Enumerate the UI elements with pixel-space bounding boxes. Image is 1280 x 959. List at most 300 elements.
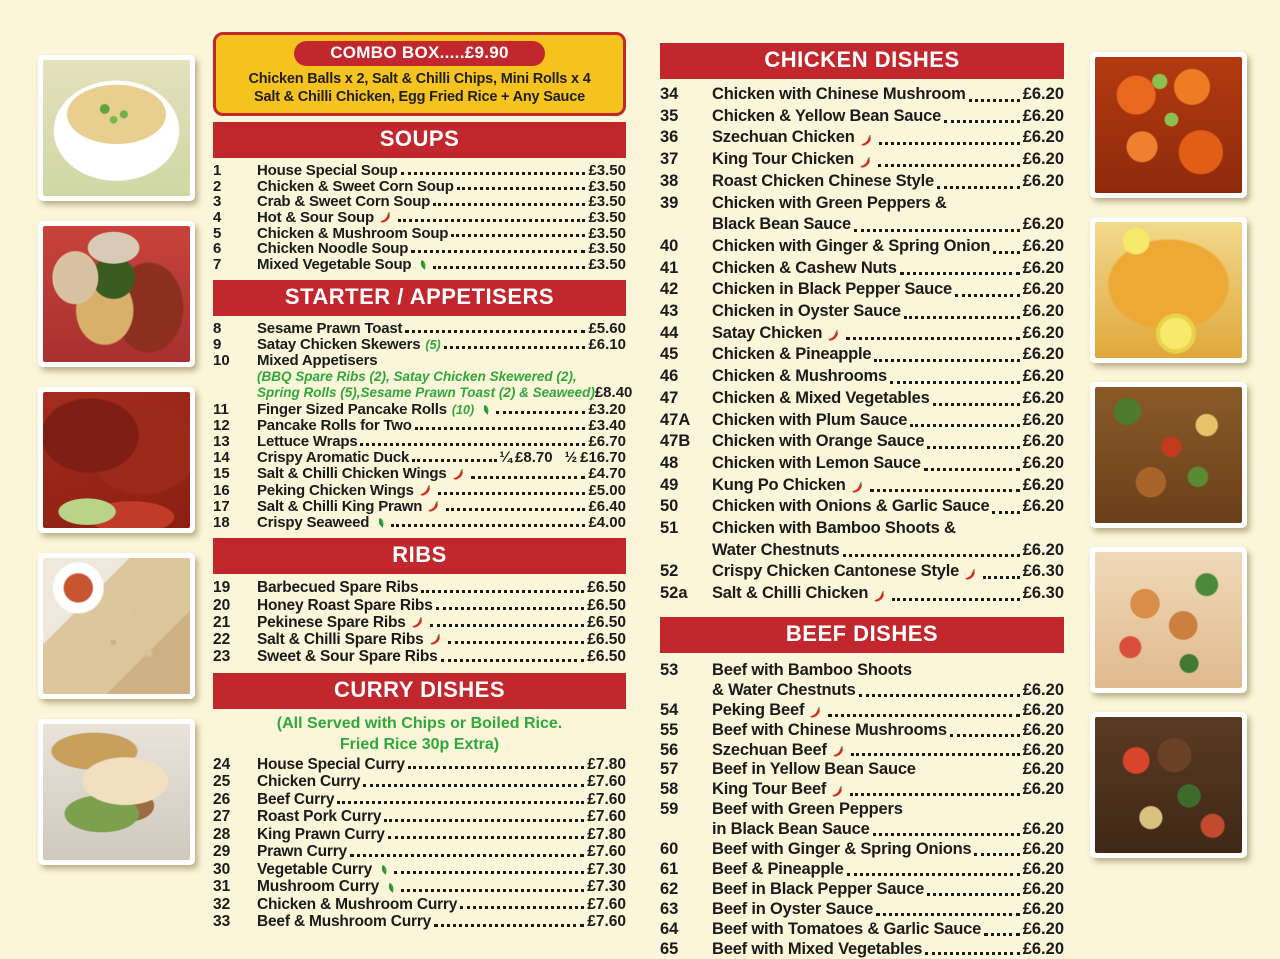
chicken-sweetcorn-soup-photo xyxy=(38,55,195,201)
menu-item xyxy=(660,741,1064,761)
item-name: Chicken & Cashew Nuts xyxy=(712,258,897,277)
item-name: Salt & Chilli Chicken Wings xyxy=(257,465,447,483)
left-sections xyxy=(213,122,633,931)
item-price: £6.20 xyxy=(1022,302,1064,321)
item-name: Beef with Ginger & Spring Onions xyxy=(712,840,972,859)
item-description-text: Spring Rolls (5),Sesame Prawn Toast (2) & Seaweed) xyxy=(257,385,595,401)
item-price: £3.50 xyxy=(588,193,626,211)
section-header: RIBS xyxy=(213,538,626,574)
item-number: 45 xyxy=(660,345,679,364)
item-price: £3.40 xyxy=(588,416,626,434)
price-leader-dots xyxy=(471,476,586,479)
chilli-icon xyxy=(831,744,846,759)
price-leader-dots xyxy=(350,854,584,857)
item-number: 21 xyxy=(213,613,231,631)
item-number: 13 xyxy=(213,432,230,450)
item-number: 15 xyxy=(213,465,230,483)
item-name: King Prawn Curry xyxy=(257,825,385,843)
item-price: £7.60 xyxy=(587,773,626,791)
price-leader-dots xyxy=(983,576,1020,579)
price-leader-dots xyxy=(969,99,1020,102)
price-leader-dots xyxy=(388,836,584,839)
price-leader-dots xyxy=(430,624,585,627)
menu-item xyxy=(660,149,1064,171)
item-price: £6.20 xyxy=(1022,258,1064,277)
item-number: 48 xyxy=(660,453,679,472)
price-leader-dots xyxy=(937,186,1020,189)
menu-item xyxy=(660,940,1064,959)
item-name: Beef in Oyster Sauce xyxy=(712,899,874,918)
item-number: 57 xyxy=(660,760,679,779)
item-number: 62 xyxy=(660,879,679,898)
menu-item xyxy=(660,323,1064,345)
item-name: Szechuan Beef xyxy=(712,740,827,759)
item-price: £6.20 xyxy=(1022,171,1064,190)
item-name: Szechuan Chicken xyxy=(712,128,855,147)
item-number: 14 xyxy=(213,449,230,467)
item-number: 46 xyxy=(660,367,679,386)
item-number: 24 xyxy=(213,755,231,773)
menu-item xyxy=(213,808,626,826)
item-name: Salt & Chilli King Prawn xyxy=(257,497,423,515)
chilli-icon xyxy=(808,705,823,720)
menu-item xyxy=(213,483,626,499)
price-leader-dots xyxy=(401,889,584,892)
item-number: 19 xyxy=(213,579,231,597)
item-quantity: (10) xyxy=(451,402,475,417)
menu-item xyxy=(213,434,626,450)
item-name: Mixed Vegetable Soup xyxy=(257,255,412,273)
section-ribs xyxy=(213,538,626,665)
price-leader-dots xyxy=(433,266,585,269)
item-price: £6.50 xyxy=(587,648,626,666)
menu-item xyxy=(660,760,1064,780)
item-number: 5 xyxy=(213,224,222,242)
item-name: Chicken & Mixed Vegetables xyxy=(712,388,930,407)
menu-item-continued xyxy=(660,540,1064,562)
item-price: £5.00 xyxy=(588,481,626,499)
sweet-and-sour-king-prawns-photo xyxy=(1090,52,1247,198)
item-price: £7.60 xyxy=(587,790,626,808)
item-number: 10 xyxy=(213,351,230,369)
item-name: Chicken with Orange Sauce xyxy=(712,432,925,451)
chilli-icon xyxy=(963,567,978,582)
item-number: 54 xyxy=(660,700,679,719)
item-price: £6.20 xyxy=(1022,388,1064,407)
price-leader-dots xyxy=(828,714,1019,717)
item-number: 65 xyxy=(660,939,679,958)
chilli-icon xyxy=(850,480,865,495)
item-name: Mixed Appetisers xyxy=(257,351,378,369)
price-leader-dots xyxy=(950,734,1020,737)
menu-item xyxy=(213,773,626,791)
item-name: Crispy Aromatic Duck xyxy=(257,449,410,467)
combo-box-title: COMBO BOX.....£9.90 xyxy=(294,41,544,66)
chilli-icon xyxy=(830,784,845,799)
item-price: £6.10 xyxy=(588,335,626,353)
item-number: 1 xyxy=(213,162,222,179)
menu-item xyxy=(660,84,1064,106)
price-leader-dots xyxy=(384,819,584,822)
item-description-text: (BBQ Spare Ribs (2), Satay Chicken Skewered (2), xyxy=(257,369,577,385)
chilli-icon xyxy=(426,499,441,514)
item-name: Chicken & Pineapple xyxy=(712,345,872,364)
menu-item xyxy=(660,106,1064,128)
item-price: £6.20 xyxy=(1022,106,1064,125)
item-price: £6.20 xyxy=(1022,453,1064,472)
item-name-line2: & Water Chestnuts xyxy=(712,680,856,699)
chilli-icon xyxy=(410,615,425,630)
item-number: 4 xyxy=(213,209,222,227)
item-name: Honey Roast Spare Ribs xyxy=(257,596,433,614)
item-price: £6.20 xyxy=(1022,280,1064,299)
chicken-sweetcorn-soup-photo-image xyxy=(43,60,190,196)
item-price: £6.20 xyxy=(1022,215,1064,234)
leaf-icon xyxy=(373,516,386,530)
item-name: Chicken with Ginger & Spring Onion xyxy=(712,236,991,255)
item-price: £4.70 xyxy=(588,465,626,483)
price-leader-dots xyxy=(436,607,585,610)
section-header: SOUPS xyxy=(213,122,626,158)
price-leader-dots xyxy=(873,833,1020,836)
price-leader-dots xyxy=(900,272,1020,275)
item-name: House Special Soup xyxy=(257,162,398,179)
item-number: 43 xyxy=(660,302,679,321)
chilli-icon xyxy=(859,133,874,148)
item-price: £6.20 xyxy=(1022,780,1064,799)
lemon-chicken-photo-image xyxy=(1095,222,1242,358)
item-price: £6.20 xyxy=(1022,540,1064,559)
item-name: Beef with Mixed Vegetables xyxy=(712,939,923,958)
price-leader-dots xyxy=(878,164,1020,167)
item-number: 39 xyxy=(660,193,679,212)
chilli-icon xyxy=(378,210,393,225)
menu-item xyxy=(660,388,1064,410)
item-price: £7.60 xyxy=(587,808,626,826)
item-price: £6.20 xyxy=(1022,345,1064,364)
item-price: £6.20 xyxy=(1022,859,1064,878)
chilli-icon xyxy=(826,328,841,343)
item-name: Sesame Prawn Toast xyxy=(257,319,403,337)
menu-item xyxy=(660,344,1064,366)
item-number: 32 xyxy=(213,895,231,913)
item-name-line2: Water Chestnuts xyxy=(712,540,840,559)
item-number: 51 xyxy=(660,519,679,538)
price-leader-dots xyxy=(904,316,1020,319)
item-number: 29 xyxy=(213,843,231,861)
item-name: Chicken & Yellow Bean Sauce xyxy=(712,106,942,125)
menu-item xyxy=(660,453,1064,475)
item-number: 16 xyxy=(213,481,230,499)
menu-item xyxy=(660,561,1064,583)
menu-item xyxy=(660,366,1064,388)
item-price: £6.20 xyxy=(1022,475,1064,494)
price-leader-dots xyxy=(955,294,1020,297)
item-price: £8.40 xyxy=(594,384,633,402)
menu-item xyxy=(660,800,1064,820)
mixed-appetisers-platter-photo-image xyxy=(43,226,190,362)
item-name: King Tour Chicken xyxy=(712,150,855,169)
price-leader-dots xyxy=(444,346,586,349)
combo-box-line: Chicken Balls x 2, Salt & Chilli Chips, Mini Rolls x 4 xyxy=(248,71,591,87)
price-leader-dots xyxy=(854,229,1020,232)
item-name-line2: in Black Bean Sauce xyxy=(712,820,870,839)
right-sections xyxy=(660,43,1064,959)
item-price: £6.20 xyxy=(1022,367,1064,386)
menu-item xyxy=(213,321,626,337)
menu-item xyxy=(660,431,1064,453)
menu-item xyxy=(660,701,1064,721)
item-number: 64 xyxy=(660,919,679,938)
item-price: £6.20 xyxy=(1022,919,1064,938)
chilli-icon xyxy=(428,632,443,647)
menu-item xyxy=(213,843,626,861)
menu-item xyxy=(660,258,1064,280)
price-leader-dots xyxy=(363,784,584,787)
item-name: Chicken with Lemon Sauce xyxy=(712,453,921,472)
item-name: Beef with Tomatoes & Garlic Sauce xyxy=(712,919,982,938)
menu-item-continued xyxy=(660,681,1064,701)
item-price: £3.50 xyxy=(588,255,626,273)
chilli-icon xyxy=(858,155,873,170)
menu-item xyxy=(213,163,626,179)
sesame-prawn-toast-photo-image xyxy=(43,558,190,694)
menu-item xyxy=(660,721,1064,741)
item-name: Prawn Curry xyxy=(257,843,347,861)
menu-item xyxy=(660,279,1064,301)
item-name: Chicken with Plum Sauce xyxy=(712,410,908,429)
item-name: Chicken with Onions & Garlic Sauce xyxy=(712,497,990,516)
portion-label: ½ xyxy=(564,449,578,467)
price-leader-dots xyxy=(925,952,1019,955)
item-price: £7.80 xyxy=(587,825,626,843)
item-number: 31 xyxy=(213,878,231,896)
item-number: 12 xyxy=(213,416,230,434)
price-leader-dots xyxy=(405,330,585,333)
price-leader-dots xyxy=(451,234,585,237)
menu-item xyxy=(213,896,626,914)
item-price: £7.60 xyxy=(587,843,626,861)
item-number: 55 xyxy=(660,720,679,739)
item-number: 20 xyxy=(213,596,231,614)
item-name: Salt & Chilli Chicken xyxy=(712,584,869,603)
item-price: £5.60 xyxy=(588,319,626,337)
item-name: Finger Sized Pancake Rolls xyxy=(257,400,447,418)
price-leader-dots xyxy=(360,443,585,446)
item-number: 42 xyxy=(660,280,679,299)
menu-item xyxy=(213,631,626,648)
item-price: £6.30 xyxy=(1022,562,1064,581)
mixed-appetisers-platter-photo xyxy=(38,221,195,367)
item-number: 41 xyxy=(660,258,679,277)
item-number: 9 xyxy=(213,335,222,353)
price-leader-dots xyxy=(496,411,585,414)
item-price: £6.20 xyxy=(1022,410,1064,429)
menu-item xyxy=(213,499,626,515)
price-leader-dots xyxy=(394,871,584,874)
menu-item xyxy=(213,337,626,353)
price-leader-dots xyxy=(398,219,585,222)
item-number: 8 xyxy=(213,319,222,337)
item-price: £6.20 xyxy=(1022,323,1064,342)
leaf-icon xyxy=(376,863,389,877)
item-price: £6.20 xyxy=(1022,85,1064,103)
menu-item xyxy=(660,301,1064,323)
price-leader-dots xyxy=(924,468,1020,471)
item-number: 11 xyxy=(213,400,229,418)
item-price: £6.20 xyxy=(1022,760,1064,779)
item-name: Beef with Chinese Mushrooms xyxy=(712,720,947,739)
price-leader-dots xyxy=(850,793,1019,796)
item-number: 30 xyxy=(213,860,231,878)
item-price: £6.20 xyxy=(1022,128,1064,147)
price-leader-dots xyxy=(433,203,585,206)
price-leader-dots xyxy=(446,508,585,511)
price-leader-dots xyxy=(933,403,1020,406)
menu-item-description xyxy=(213,384,633,402)
menu-item xyxy=(213,791,626,809)
item-quantity: (5) xyxy=(425,337,441,352)
menu-item xyxy=(213,257,626,273)
item-name: Chicken & Mushrooms xyxy=(712,367,887,386)
item-number: 50 xyxy=(660,497,679,516)
item-name: Barbecued Spare Ribs xyxy=(257,579,419,597)
menu-item xyxy=(213,614,626,631)
item-name: Beef with Bamboo Shoots xyxy=(712,660,912,679)
menu-item xyxy=(660,880,1064,900)
portion-label: ¼ xyxy=(499,449,513,467)
item-number: 26 xyxy=(213,790,231,808)
item-name: Crispy Chicken Cantonese Style xyxy=(712,562,960,581)
item-name: King Tour Beef xyxy=(712,780,827,799)
item-name: Beef & Mushroom Curry xyxy=(257,913,432,931)
price-leader-dots xyxy=(874,359,1019,362)
menu-item-description xyxy=(213,369,626,385)
item-number: 28 xyxy=(213,825,231,843)
price-leader-dots xyxy=(412,459,496,462)
menu-item xyxy=(213,466,626,482)
item-price: £6.20 xyxy=(1022,432,1064,451)
kung-po-chicken-photo xyxy=(1090,382,1247,528)
menu-item xyxy=(213,579,626,596)
price-leader-dots xyxy=(415,427,586,430)
lemon-chicken-photo xyxy=(1090,217,1247,363)
item-number: 52a xyxy=(660,584,688,603)
menu-item xyxy=(213,826,626,844)
price-leader-dots xyxy=(859,694,1020,697)
beef-black-bean-peppers-photo xyxy=(1090,712,1247,858)
item-name: Satay Chicken Skewers xyxy=(257,335,421,353)
item-number: 17 xyxy=(213,497,230,515)
menu-item xyxy=(660,920,1064,940)
crispy-duck-pancakes-photo-image xyxy=(43,724,190,860)
price-leader-dots xyxy=(984,933,1020,936)
price-leader-dots xyxy=(438,492,586,495)
item-name: Mushroom Curry xyxy=(257,878,380,896)
price-leader-dots xyxy=(411,250,585,253)
section-note: (All Served with Chips or Boiled Rice. xyxy=(276,714,563,732)
item-number: 60 xyxy=(660,840,679,859)
menu-item xyxy=(213,648,626,665)
item-price: £6.70 xyxy=(588,432,626,450)
beef-black-bean-peppers-photo-image xyxy=(1095,717,1242,853)
item-price: £6.20 xyxy=(1022,939,1064,958)
item-number: 47B xyxy=(660,432,691,451)
menu-item xyxy=(660,583,1064,605)
item-price: £4.00 xyxy=(588,514,626,531)
item-number: 37 xyxy=(660,150,679,169)
item-price: £6.20 xyxy=(1022,840,1064,859)
menu-item xyxy=(213,210,626,226)
menu-item xyxy=(213,402,626,418)
item-price: £7.30 xyxy=(587,860,626,878)
section-header: CURRY DISHES xyxy=(213,673,626,709)
menu-item xyxy=(660,780,1064,800)
price-leader-dots xyxy=(391,524,585,527)
item-name: Chicken Curry xyxy=(257,773,361,791)
item-name: Roast Pork Curry xyxy=(257,808,382,826)
item-number: 56 xyxy=(660,740,679,759)
item-price: £8.70 xyxy=(515,449,553,467)
item-price: £7.60 xyxy=(587,895,626,913)
menu-item xyxy=(213,353,626,369)
item-name: Beef & Pineapple xyxy=(712,859,844,878)
item-number: 59 xyxy=(660,800,679,819)
item-price: £7.80 xyxy=(587,755,626,773)
menu-item-continued xyxy=(660,214,1064,236)
price-leader-dots xyxy=(992,511,1019,514)
item-number: 63 xyxy=(660,899,679,918)
item-name-line2: Black Bean Sauce xyxy=(712,215,851,234)
price-leader-dots xyxy=(927,893,1020,896)
item-price: £6.30 xyxy=(1022,584,1064,603)
photo-column-right xyxy=(1090,52,1247,858)
price-leader-dots xyxy=(421,590,584,593)
item-price: £6.20 xyxy=(1022,680,1064,699)
item-number: 36 xyxy=(660,128,679,147)
item-number: 2 xyxy=(213,177,222,195)
item-name: Peking Beef xyxy=(712,700,805,719)
item-number: 6 xyxy=(213,240,222,258)
item-number: 33 xyxy=(213,913,231,931)
menu-item xyxy=(660,661,1064,681)
item-name: Chicken in Oyster Sauce xyxy=(712,302,901,321)
menu-item xyxy=(660,860,1064,880)
item-number: 23 xyxy=(213,648,231,666)
item-price: £3.50 xyxy=(588,224,626,242)
section-beef-dishes xyxy=(660,617,1064,959)
section-note: Fried Rice 30p Extra) xyxy=(339,735,500,753)
item-price: £6.20 xyxy=(1022,700,1064,719)
leaf-icon xyxy=(383,881,396,895)
price-leader-dots xyxy=(843,554,1020,557)
item-name: Satay Chicken xyxy=(712,323,823,342)
menu-item xyxy=(213,194,626,210)
item-price: £6.20 xyxy=(1022,150,1064,169)
menu-item xyxy=(213,450,626,466)
item-price: £16.70 xyxy=(580,449,626,467)
item-name: Vegetable Curry xyxy=(257,860,373,878)
item-name: Beef Curry xyxy=(257,790,335,808)
section-header: BEEF DISHES xyxy=(660,617,1064,653)
section-header: STARTER / APPETISERS xyxy=(213,280,626,316)
menu-item xyxy=(213,226,626,242)
item-price: £6.40 xyxy=(588,497,626,515)
menu-item xyxy=(660,475,1064,497)
menu-item xyxy=(660,496,1064,518)
item-number: 7 xyxy=(213,255,222,273)
price-leader-dots xyxy=(910,424,1019,427)
